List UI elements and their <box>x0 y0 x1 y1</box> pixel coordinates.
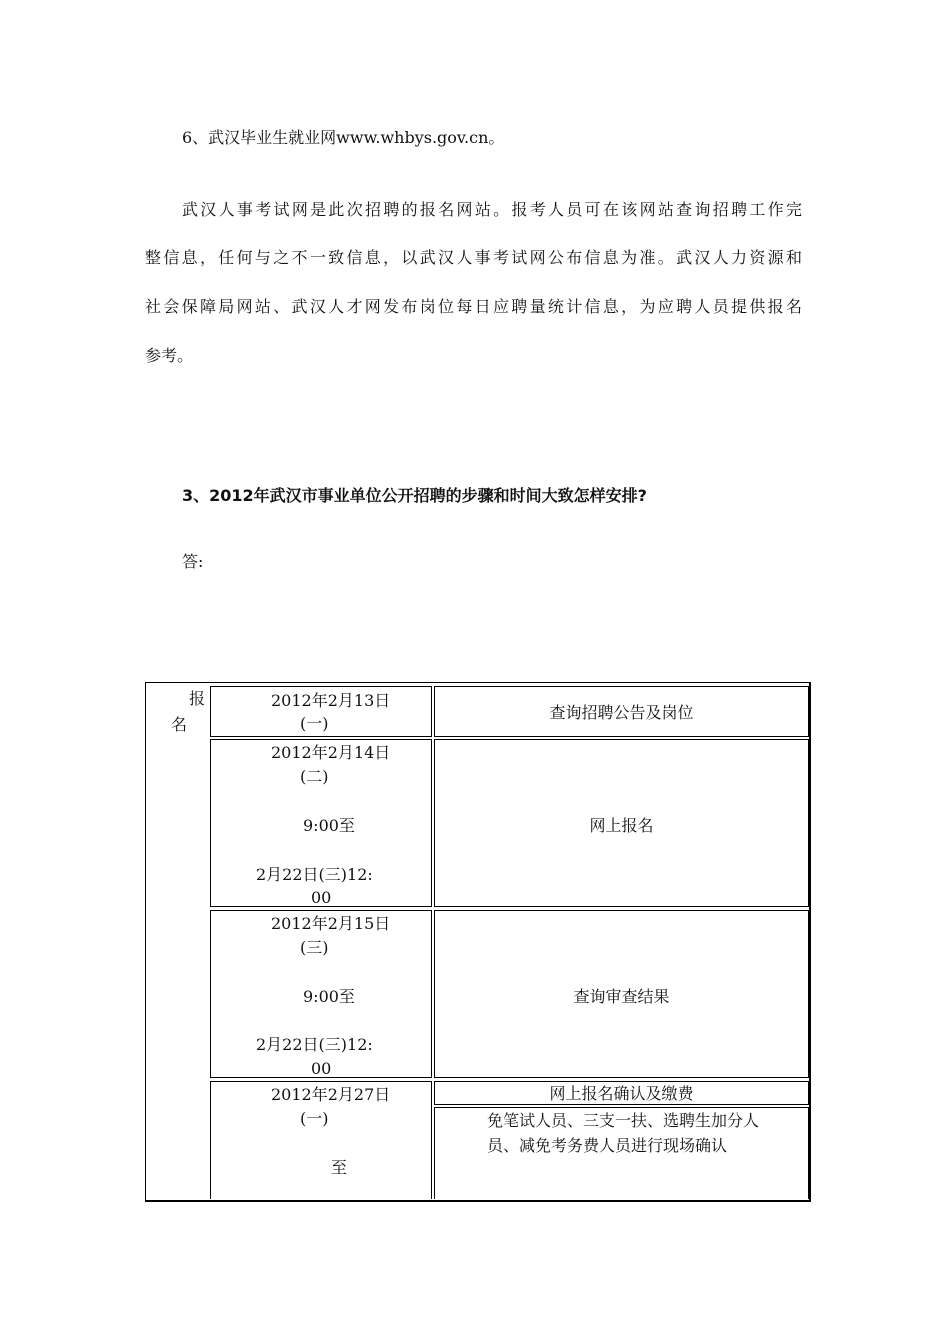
row-2-time-line: 00 <box>311 888 332 907</box>
row-4-event-text: 网上报名确认及缴费 <box>549 1084 694 1103</box>
notice-line-3: 社会保障局网站、武汉人才网发布岗位每日应聘量统计信息，为应聘人员提供报名 <box>145 297 802 316</box>
row-4-event2-line: 员、减免考务费人员进行现场确认 <box>487 1136 728 1155</box>
row-1-time-line: 2012年2月13日 <box>271 691 391 710</box>
schedule-table <box>145 682 811 1202</box>
row-2-event-cell <box>434 739 809 907</box>
item-6-website: 6、武汉毕业生就业网www.whbys.gov.cn。 <box>182 128 505 147</box>
row-1-time-cell <box>210 686 432 737</box>
notice-line-1: 武汉人事考试网是此次招聘的报名网站。报考人员可在该网站查询招聘工作完 <box>182 200 802 219</box>
row-2-time-line: (二) <box>300 767 329 786</box>
row-4-time-line: 至 <box>331 1158 348 1177</box>
row-3-time-line: 9:00至 <box>303 987 355 1006</box>
row-1-event-text: 查询招聘公告及岗位 <box>549 703 694 722</box>
row-4-event-cell <box>434 1081 809 1105</box>
answer-label: 答: <box>182 552 204 571</box>
row-3-time-line: 00 <box>311 1059 332 1078</box>
row-3-time-cell <box>210 910 432 1078</box>
row-3-event-cell <box>434 910 809 1078</box>
row-2-time-cell <box>210 739 432 907</box>
row-2-time-line: 2012年2月14日 <box>271 743 391 762</box>
row-4-time-cell <box>210 1081 432 1199</box>
row-4-time-line: 2012年2月27日 <box>271 1085 391 1104</box>
row-4-time-line: (一) <box>300 1109 329 1128</box>
phase-label-char-1: 报 <box>189 689 206 708</box>
phase-label-char-2: 名 <box>171 715 188 734</box>
notice-line-2: 整信息，任何与之不一致信息，以武汉人事考试网公布信息为准。武汉人力资源和 <box>145 248 802 267</box>
notice-line-4: 参考。 <box>145 346 194 365</box>
row-3-time-line: 2012年2月15日 <box>271 914 391 933</box>
row-1-event-cell <box>434 686 809 737</box>
row-3-event-text: 查询审查结果 <box>573 987 670 1006</box>
row-2-time-line: 9:00至 <box>303 816 355 835</box>
row-4-event2-line: 免笔试人员、三支一扶、选聘生加分人 <box>487 1111 760 1130</box>
row-2-event-text: 网上报名 <box>589 816 654 835</box>
row-3-time-line: 2月22日(三)12: <box>256 1035 373 1054</box>
row-2-time-line: 2月22日(三)12: <box>256 865 373 884</box>
row-3-time-line: (三) <box>300 938 329 957</box>
row-1-time-line: (一) <box>300 714 329 733</box>
question-heading: 3、2012年武汉市事业单位公开招聘的步骤和时间大致怎样安排? <box>182 486 647 505</box>
row-4-event2-cell <box>434 1107 809 1199</box>
